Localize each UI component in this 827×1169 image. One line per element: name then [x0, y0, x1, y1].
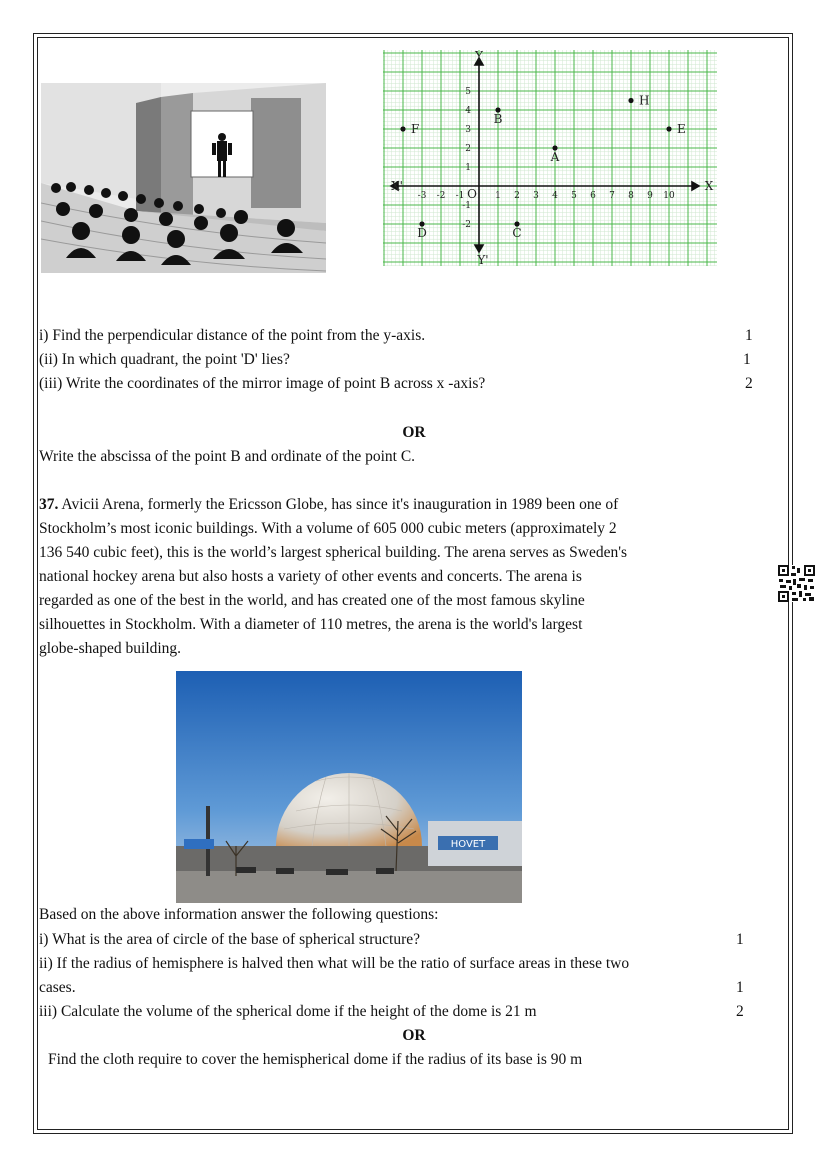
point-label-f: F	[411, 122, 420, 136]
q37-para-line-3: 136 540 cubic feet), this is the world’s largest spherical building. The arena serves as Sweden's	[39, 544, 628, 561]
q37-para-line-6: silhouettes in Stockholm. With a diameter of 110 metres, the arena is the world's largest	[39, 616, 583, 633]
q36-item-2: (ii) In which quadrant, the point 'D' lies?	[39, 351, 290, 368]
point-f	[400, 126, 405, 131]
q37-item-2-marks: 1	[736, 979, 744, 996]
point-e	[666, 126, 671, 131]
y-tick-label: -2	[462, 220, 471, 230]
point-label-a: A	[550, 150, 560, 164]
point-label-e: E	[677, 122, 686, 136]
x-axis-label: X	[704, 179, 714, 193]
y-axis-label: Y	[475, 50, 483, 63]
q37-item-2-cont: cases.	[39, 979, 76, 996]
q36-item-3: (iii) Write the coordinates of the mirror image of point B across x -axis?	[39, 375, 486, 392]
x-tick-label: 9	[647, 191, 653, 201]
x-tick-label: 1	[495, 191, 501, 201]
point-label-h: H	[639, 93, 650, 108]
q36-item-1-marks: 1	[745, 327, 753, 344]
hovet-sign-text: HOVET	[450, 839, 486, 850]
x-tick-label: 2	[514, 191, 520, 201]
x-tick-label: 4	[552, 191, 558, 201]
q36-or: OR	[402, 424, 426, 441]
point-label-c: C	[512, 226, 522, 240]
q37-alternative: Find the cloth require to cover the hemispherical dome if the radius of its base is 90 m	[48, 1051, 583, 1068]
y-tick-label: 4	[465, 106, 471, 116]
q37-item-3: iii) Calculate the volume of the spherical dome if the height of the dome is 21 m	[39, 1003, 537, 1020]
qr-code	[778, 565, 815, 602]
q37-item-1-marks: 1	[736, 931, 744, 948]
x-tick-label: -2	[436, 191, 446, 201]
q37-para-text-1: Avicii Arena, formerly the Ericsson Globe, has since it's inauguration in 1989 been one of	[61, 496, 619, 513]
x-tick-label: 8	[628, 191, 634, 201]
y-neg-axis-label: Y'	[477, 253, 489, 266]
q36-alternative: Write the abscissa of the point B and ordinate of the point C.	[39, 448, 416, 465]
x-tick-label: 5	[571, 191, 577, 201]
y-tick-label: 2	[465, 144, 471, 154]
q37-item-2: ii) If the radius of hemisphere is halved then what will be the ratio of surface areas in these two	[39, 955, 630, 972]
arena-photo	[176, 671, 522, 903]
q37-number: 37.	[39, 496, 59, 513]
q37-para-line-5: regarded as one of the best in the world, and has created one of the most famous skyline	[39, 592, 585, 609]
x-tick-label: -1	[455, 191, 465, 201]
q36-item-3-marks: 2	[745, 375, 753, 392]
point-label-d: D	[417, 226, 427, 240]
point-h	[628, 98, 633, 103]
q37-para-line-7: globe-shaped building.	[39, 640, 182, 657]
q37-para-line-2: Stockholm’s most iconic buildings. With a volume of 605 000 cubic meters (approximately 2	[39, 520, 617, 537]
q37-intro: Based on the above information answer the following questions:	[39, 906, 439, 923]
y-tick-label: 1	[465, 163, 471, 173]
q37-para-line-4: national hockey arena but also hosts a variety of other events and concerts. The arena is	[39, 568, 582, 585]
y-tick-label: 5	[465, 87, 471, 97]
x-tick-label: 10	[663, 191, 675, 201]
x-tick-label: 3	[533, 191, 539, 201]
x-tick-label: -3	[417, 191, 427, 201]
x-tick-label: 7	[609, 191, 615, 201]
y-tick-label: 3	[465, 125, 471, 135]
y-tick-label: -1	[462, 201, 471, 211]
q37-item-1: i) What is the area of circle of the base of spherical structure?	[39, 931, 421, 948]
q37-or: OR	[402, 1027, 426, 1044]
q37-para-line-1	[39, 493, 618, 517]
x-neg-axis-label: X'	[391, 179, 403, 193]
x-tick-label: 6	[590, 191, 596, 201]
lecture-hall-image	[41, 83, 326, 273]
point-label-b: B	[493, 112, 503, 126]
origin-label: O	[467, 187, 477, 201]
coordinate-graph	[383, 50, 717, 266]
q36-item-2-marks: 1	[743, 351, 751, 368]
q37-item-3-marks: 2	[736, 1003, 744, 1020]
q36-item-1: i) Find the perpendicular distance of the point from the y-axis.	[39, 327, 426, 344]
